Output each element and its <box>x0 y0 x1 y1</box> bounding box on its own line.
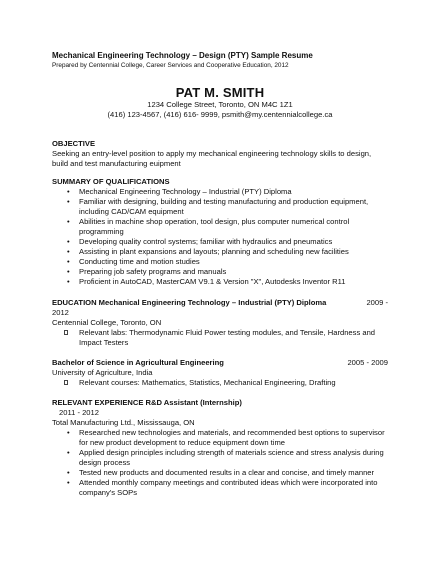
list-item: • Proficient in AutoCAD, MasterCAM V9.1 & Version "X", Autodesks Inventor R11 <box>67 277 346 286</box>
experience-list <box>52 428 388 498</box>
list-item: • Conducting time and motion studies <box>67 257 200 266</box>
list-item: • Applied design principles including strength of materials science and stress analysis during design process <box>67 448 384 467</box>
list-item: • Mechanical Engineering Technology – Industrial (PTY) Diploma <box>67 187 292 196</box>
experience-date: 2011 - 2012 <box>59 408 99 417</box>
summary-list <box>52 187 388 287</box>
list-item: • Attended monthly company meetings and contributed ideas which were incorporated into company's SOPs <box>67 478 378 497</box>
list-item: • Researched new technologies and materials, and recommended best options to supervisor for new product development to reduce equipment down time <box>67 428 385 447</box>
square-bullet-icon <box>64 380 68 385</box>
list-item: Relevant labs: Thermodynamic Fluid Power testing modules, and Tensile, Hardness and Impact Testers <box>52 328 388 348</box>
list-item: • Tested new products and documented results in a clear and concise, and timely manner <box>67 468 375 477</box>
bullet-icon: • <box>67 187 70 196</box>
list-item: • Familiar with designing, building and testing manufacturing and production equipment, including CAD/CAM equipment <box>67 197 369 216</box>
bachelor-heading-row <box>52 358 388 368</box>
education-date-start: 2009 - <box>366 298 388 307</box>
education-school: Centennial College, Toronto, ON <box>52 318 162 327</box>
bullet-icon: • <box>67 468 70 477</box>
bachelor-school: University of Agriculture, India <box>52 368 153 377</box>
document-title: Mechanical Engineering Technology – Design (PTY) Sample Resume <box>52 51 313 60</box>
bullet-icon: • <box>67 277 70 286</box>
bullet-icon: • <box>67 267 70 276</box>
list-item: • Preparing job safety programs and manuals <box>67 267 227 276</box>
objective-heading: OBJECTIVE <box>52 139 96 148</box>
bachelor-list <box>52 378 388 388</box>
bachelor-heading: Bachelor of Science in Agricultural Engineering <box>52 358 224 367</box>
contact-address: 1234 College Street, Toronto, ON M4C 1Z1 <box>147 100 293 109</box>
objective-text: Seeking an entry-level position to apply my mechanical engineering technology skills to design, build and test manufacturing euipment <box>52 149 372 168</box>
experience-heading: RELEVANT EXPERIENCE R&D Assistant (Internship) <box>52 398 242 407</box>
prepared-by-line: Prepared by Centennial College, Career Services and Cooperative Education, 2012 <box>52 62 289 69</box>
bachelor-date: 2005 - 2009 <box>347 358 388 367</box>
education-list <box>52 328 388 348</box>
square-bullet-icon <box>64 330 68 335</box>
contact-phone-email: (416) 123-4567, (416) 616- 9999, psmith@my.centennialcollege.ca <box>107 110 333 119</box>
bullet-icon: • <box>67 247 70 256</box>
experience-company: Total Manufacturing Ltd., Mississauga, ON <box>52 418 195 427</box>
list-item: Relevant courses: Mathematics, Statistics, Mechanical Engineering, Drafting <box>52 378 388 388</box>
education-heading-row <box>52 298 388 308</box>
bullet-icon: • <box>67 197 70 206</box>
candidate-name: PAT M. SMITH <box>175 85 265 100</box>
bullet-icon: • <box>67 237 70 246</box>
list-item: • Developing quality control systems; familiar with hydraulics and pneumatics <box>67 237 333 246</box>
bullet-icon: • <box>67 448 70 457</box>
bullet-icon: • <box>67 257 70 266</box>
list-item: • Assisting in plant expansions and layouts; planning and scheduling new facilities <box>67 247 349 256</box>
summary-heading: SUMMARY OF QUALIFICATIONS <box>52 177 170 186</box>
list-item: • Abilities in machine shop operation, tool design, plus computer numerical control programming <box>67 217 350 236</box>
bullet-icon: • <box>67 217 70 226</box>
education-heading: EDUCATION Mechanical Engineering Technology – Industrial (PTY) Diploma <box>52 298 327 307</box>
bullet-icon: • <box>67 428 70 437</box>
education-date-end: 2012 <box>52 308 69 317</box>
bullet-icon: • <box>67 478 70 487</box>
